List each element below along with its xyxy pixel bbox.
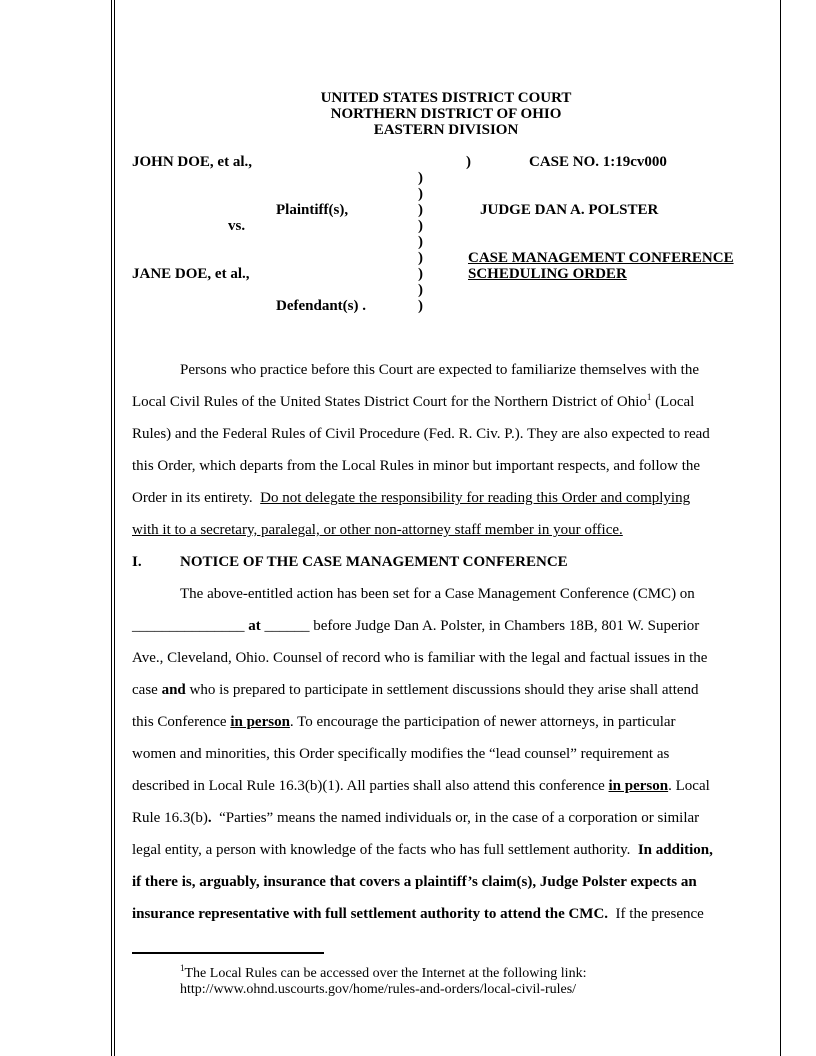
case-number: CASE NO. 1:19cv000 — [529, 154, 667, 170]
section-text: . To encourage the participation of newer attorneys, in particular — [289, 714, 676, 730]
section-emphasis: insurance representative with full settlement authority to attend the CMC. — [132, 906, 609, 922]
section-line-4 — [132, 682, 699, 699]
section-text: before Judge Dan A. Polster, in Chambers 18B, 801 W. Superior — [309, 618, 700, 634]
section-text: . Local — [668, 778, 710, 794]
section-emphasis: if there is, arguably, insurance that covers a plaintiff’s claim(s), Judge Polster expects an — [132, 874, 697, 890]
section-line-6 — [132, 746, 669, 763]
section-line-9 — [132, 842, 713, 859]
caption-paren: ) — [466, 154, 471, 170]
section-text: Ave., Cleveland, Ohio. Counsel of record who is familiar with the legal and factual issues in the — [132, 650, 708, 666]
section-text: described in Local Rule 16.3(b)(1). All parties shall also attend this conference — [132, 778, 609, 794]
section-number: I. — [132, 554, 142, 570]
in-person-emphasis: in person — [608, 778, 669, 794]
intro-line-6 — [132, 522, 623, 539]
caption-paren: ) — [418, 202, 423, 218]
in-person-emphasis: in person — [230, 714, 290, 730]
right-margin-rule — [780, 0, 781, 1056]
caption-paren: ) — [418, 282, 423, 298]
section-text: legal entity, a person with knowledge of the facts who has full settlement authority. — [132, 842, 638, 858]
section-text: women and minorities, this Order specifically modifies the “lead counsel” requirement as — [132, 746, 670, 762]
intro-text: Local Civil Rules of the United States District Court for the Northern District of Ohio — [132, 394, 647, 410]
caption-paren: ) — [418, 266, 423, 282]
defendant-name: JANE DOE, et al., — [132, 266, 250, 282]
intro-line-4 — [132, 458, 700, 475]
plaintiff-name: JOHN DOE, et al., — [132, 154, 252, 170]
section-text: The above-entitled action has been set for a Case Management Conference (CMC) on — [180, 586, 695, 602]
left-margin-rule-inner — [114, 0, 115, 1056]
footnote-marker: 1 — [180, 963, 185, 973]
caption-paren: ) — [418, 234, 423, 250]
intro-line-2 — [132, 394, 694, 411]
versus-label: vs. — [228, 218, 246, 234]
intro-text: (Local — [651, 394, 695, 410]
caption-paren: ) — [418, 250, 423, 266]
section-line-7 — [132, 778, 710, 795]
defendant-role: Defendant(s) . — [276, 298, 366, 314]
intro-line-5 — [132, 490, 690, 507]
intro-text: Rules) and the Federal Rules of Civil Procedure (Fed. R. Civ. P.). They are also expected to read — [132, 426, 710, 442]
intro-warning: with it to a secretary, paralegal, or other non-attorney staff member in your office. — [132, 522, 623, 538]
caption-paren: ) — [418, 186, 423, 202]
caption-paren: ) — [418, 218, 423, 234]
section-line-11 — [132, 906, 704, 923]
left-margin-rule-outer — [111, 0, 112, 1056]
at-label: at — [244, 618, 265, 634]
section-text: “Parties” means the named individuals or, in the case of a corporation or similar — [211, 810, 700, 826]
caption-paren: ) — [418, 170, 423, 186]
footnote-url: http://www.ohnd.uscourts.gov/home/rules-and-orders/local-civil-rules/ — [180, 982, 577, 997]
order-title-line1: CASE MANAGEMENT CONFERENCE — [468, 250, 734, 266]
section-emphasis: In addition, — [637, 842, 713, 858]
section-line-2 — [132, 618, 699, 635]
intro-text: Persons who practice before this Court are expected to familiarize themselves with the — [180, 362, 699, 378]
section-line-3 — [132, 650, 707, 667]
footnote-text: The Local Rules can be accessed over the Internet at the following link: — [184, 966, 587, 981]
section-line-1 — [180, 586, 695, 603]
section-text: who is prepared to participate in settlement discussions should they arise shall attend — [185, 682, 699, 698]
court-name: UNITED STATES DISTRICT COURT — [320, 90, 572, 106]
court-district: NORTHERN DISTRICT OF OHIO — [330, 106, 562, 122]
intro-line-3 — [132, 426, 710, 443]
section-text: . — [207, 810, 212, 826]
judge-name: JUDGE DAN A. POLSTER — [480, 202, 659, 218]
section-text: this Conference — [132, 714, 231, 730]
section-line-8 — [132, 810, 699, 827]
and-emphasis: and — [161, 682, 186, 698]
section-line-5 — [132, 714, 676, 731]
section-text: Rule 16.3(b) — [132, 810, 208, 826]
plaintiff-role: Plaintiff(s), — [276, 202, 349, 218]
section-line-10 — [132, 874, 697, 891]
intro-text: this Order, which departs from the Local Rules in minor but important respects, and follow the — [132, 458, 701, 474]
footnote-line-1 — [180, 963, 587, 982]
court-division: EASTERN DIVISION — [373, 122, 519, 138]
caption-paren: ) — [418, 298, 423, 314]
court-header — [0, 90, 816, 138]
intro-line-1 — [180, 362, 699, 379]
date-blank: _______________ — [132, 618, 245, 634]
section-text: If the presence — [608, 906, 704, 922]
time-blank: ______ — [264, 618, 310, 634]
footnote-ref: 1 — [646, 392, 652, 402]
order-title-line2: SCHEDULING ORDER — [468, 266, 627, 282]
intro-text: Order in its entirety. — [132, 490, 261, 506]
footnote-separator — [132, 952, 324, 954]
intro-warning: Do not delegate the responsibility for reading this Order and complying — [260, 490, 691, 506]
section-text: case — [132, 682, 162, 698]
section-heading: NOTICE OF THE CASE MANAGEMENT CONFERENCE — [180, 554, 568, 570]
